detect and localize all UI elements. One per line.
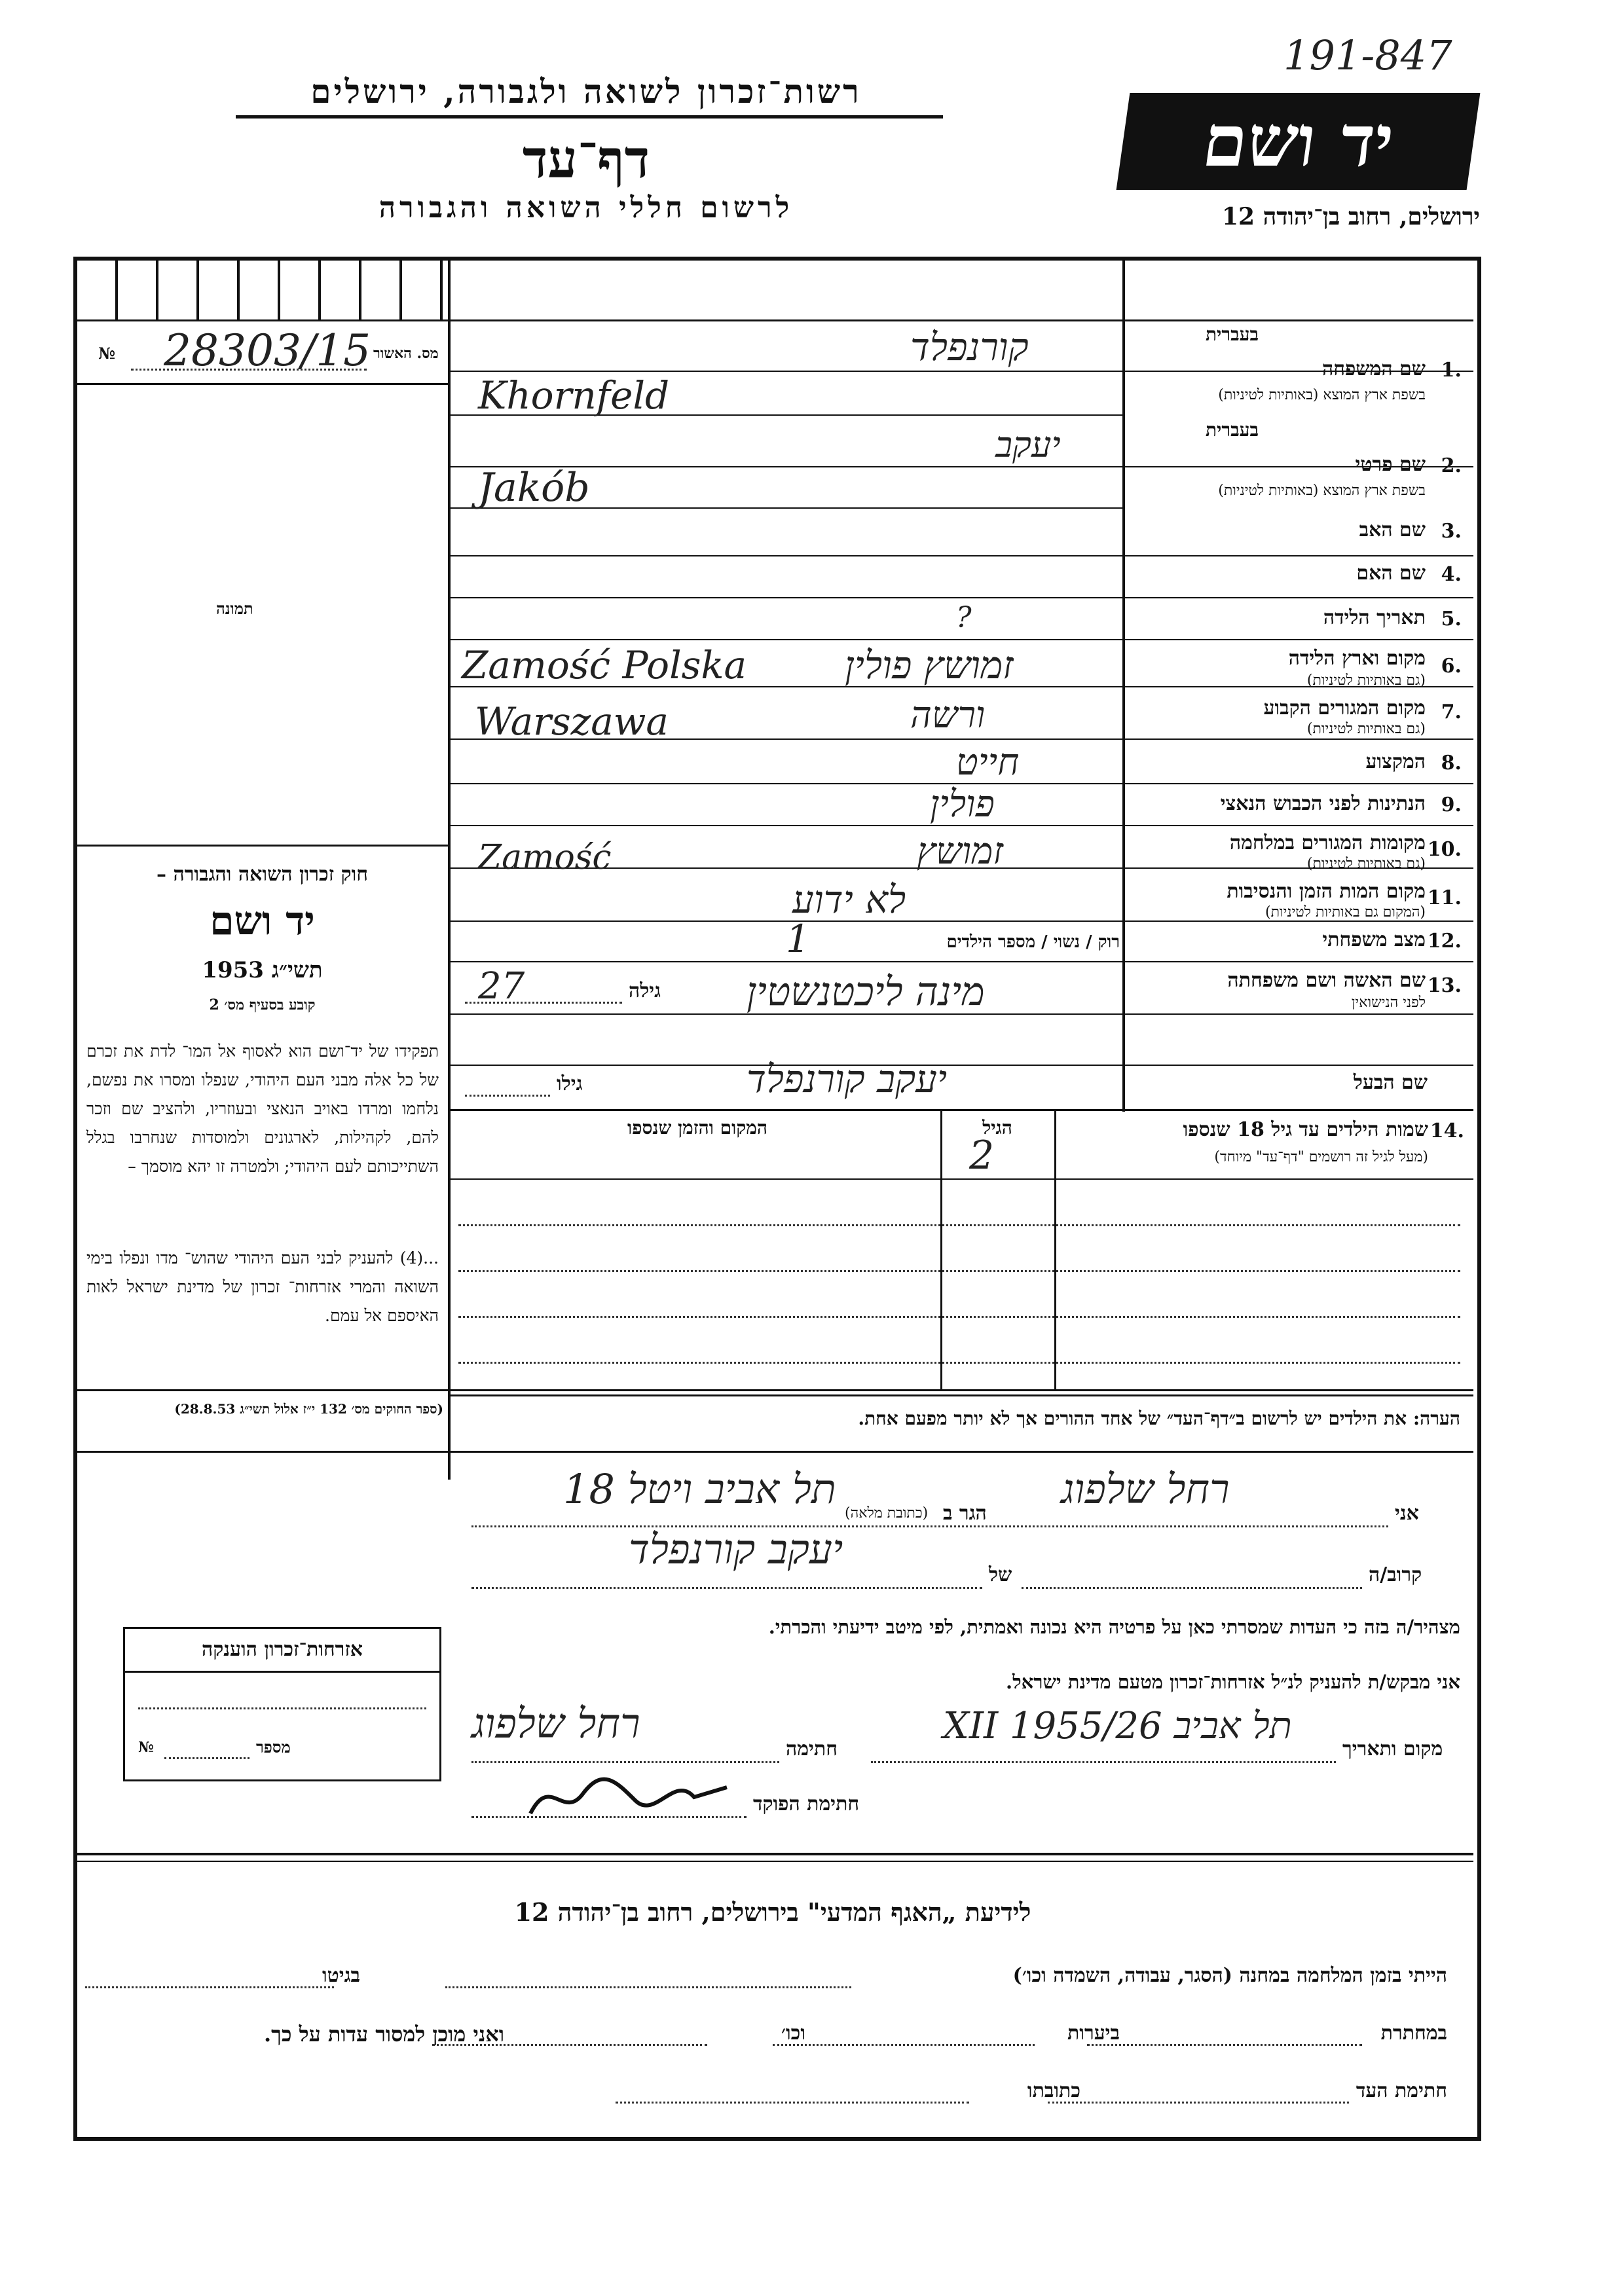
field-sublabel: לפני הנישואין [1351,994,1426,1011]
child-row-1-age[interactable]: 2 [969,1133,995,1178]
field-label: מצב משפחתי [1322,928,1426,951]
logo-address: ירושלים, רחוב בן־יהודה 12 [1221,203,1480,230]
children-label: שמות הילדים עד גיל 18 שנספו [1183,1118,1428,1141]
citizenship-box-symbol: № [138,1739,154,1756]
record-number: 28303/15 [164,325,371,376]
children-header [1060,1117,1464,1176]
declarant-name-value[interactable]: רחל שלפוג [1061,1465,1230,1513]
research-title: לידיעת „האגף המדעי" בירושלים, רחוב בן־יהודה 12 [514,1897,1031,1927]
field-number: 7. [1441,701,1462,723]
field-hint: בעברית [1205,419,1259,441]
birth-place-hebrew-value[interactable]: זמושץ פולין [845,643,1014,687]
field-label: המקצוע [1365,750,1426,773]
signature-value[interactable]: רחל שלפוג [471,1700,640,1747]
citizenship-box-number-label: מספר [256,1738,291,1757]
wartime-residence-latin-value[interactable]: Zamość [478,838,612,877]
marital-status-options: רוק / נשוי / מספר הילדים [946,932,1120,952]
declaration-statement: מצהיר/ה בזה כי העדות שמסרתי כאן על פרטיה היא נכונה ואמתית, לפי מיטב ידיעתי והכרתי. [768,1616,1460,1638]
declarant-label: אני [1395,1502,1419,1525]
field-number: 2. [1441,454,1462,477]
record-label: מס. האשור [373,345,439,362]
field-label: מקום המות הזמן והנסיבות [1227,880,1426,903]
yad-vashem-logo: יד ושם [1116,93,1481,190]
field-number: 3. [1441,520,1462,543]
field-mother-name [1128,560,1462,593]
witness-address-label: כתובתו [1027,2079,1080,2102]
field-label: הנתינות לפני הכבוש הנאצי [1220,792,1426,815]
field-number: 10. [1427,838,1462,861]
field-label: מקום המגורים הקבוע [1263,697,1426,720]
field-surname [1128,323,1462,415]
field-number: 6. [1441,655,1462,678]
field-sublabel: בשפת ארץ המוצא (באותיות לטיניות) [1218,387,1426,403]
field-number: 5. [1441,608,1462,630]
form-title: דף־עד [522,128,650,190]
address-hint: (כתובת מלאה) [845,1505,929,1522]
research-underground-label: במחתרת [1380,2022,1447,2045]
law-name: יד ושם [210,898,315,944]
place-date-value[interactable]: תל אביב 26/XII 1955 [943,1705,1292,1747]
relative-label: קרוב/ה [1369,1563,1422,1586]
field-number: 13. [1427,974,1462,997]
field-death-place [1128,877,1462,923]
field-label: מקומות המגורים במלחמה [1229,831,1426,854]
profession-value[interactable]: חייט [956,741,1020,784]
signature-label: חתימה [786,1738,838,1760]
resides-label: הגר ב [943,1502,987,1525]
field-first-name [1128,419,1462,511]
field-sublabel: (המקום גם באותיות לטיניות) [1265,904,1426,920]
law-year: תשי״ג 1953 [202,957,323,983]
field-label: שם המשפחה [1321,357,1426,380]
field-wartime-residence [1128,831,1462,871]
field-wife-name [1128,968,1462,1013]
research-ghetto-label: בגיטו [322,1964,360,1987]
surname-hebrew-value[interactable]: קורנפלד [910,325,1029,369]
research-camp-label: הייתי בזמן המלחמה במחנה (הסגר, עבודה, השמדה וכו׳) [1012,1964,1447,1987]
officer-signature-scribble [524,1761,733,1829]
field-residence [1128,694,1462,740]
archive-number: 191-847 [1283,31,1452,79]
field-sublabel: (גם באותיות לטיניות) [1306,721,1426,737]
form-subtitle: לרשום חללי השואה והגבורה [378,191,794,225]
surname-latin-value[interactable]: Khornfeld [478,373,670,418]
wife-name-value[interactable]: מינה ליכטנשטין [747,969,985,1015]
declarant-address-value[interactable]: תל אביב ויטל 18 [563,1465,836,1513]
field-hint: בעברית [1205,323,1259,345]
first-name-hebrew-value[interactable]: יעקב [995,424,1061,465]
research-willing-label: ואני מוכן למסור עדות על כך. [263,2022,504,2047]
wife-age-label: גילה [629,979,661,1002]
wartime-residence-hebrew-value[interactable]: זמושץ [917,830,1003,873]
declaration-request: אני מבקש/ת להעניק לנ״ל אזרחות־זכרון מטעם מדינת ישראל. [1006,1671,1460,1693]
children-note: הערה: את הילדים יש לרשום ב״דף־העד״ של אחד ההורים אך לא יותר מפעם אחת. [858,1408,1460,1429]
field-number: 8. [1441,752,1462,774]
field-father-name [1128,517,1462,550]
citizenship-value[interactable]: פולין [930,783,995,826]
first-name-latin-value[interactable]: Jakób [478,465,590,511]
field-sublabel: בשפת ארץ המוצא (באותיות לטיניות) [1218,483,1426,499]
children-place-header: המקום והזמן שנספו [627,1117,767,1139]
code-boxes [77,261,448,319]
research-forests-label: ביערות [1067,2022,1120,2045]
children-sublabel: (מעל לגיל זה רושמים "דף־עד" מיוחד) [1214,1149,1428,1165]
research-etc-label: וכו׳ [781,2022,805,2045]
children-count-value[interactable]: 1 [786,917,810,961]
children-age-header: הגיל [982,1117,1012,1139]
law-text-2: ...(4) להעניק לבני העם היהודי שהוש־ מדו ונפלו בימי השואה והמרי אזרחות־ זכרון של מדינת ישראל לאות האיספם אל עמם. [86,1248,439,1325]
record-symbol: № [98,344,116,363]
officer-signature-label: חתימת הפוקד [753,1793,860,1815]
field-label: שם האם [1356,562,1426,585]
field-marital-status [1128,926,1462,958]
husband-name-value[interactable]: יעקב קורנפלד [747,1057,948,1101]
birth-date-value[interactable]: ? [956,601,972,634]
record-number-row [85,325,442,383]
field-citizenship [1128,790,1462,822]
relative-of-label: של [989,1563,1012,1586]
field-number: 14. [1430,1120,1464,1142]
field-profession [1128,746,1462,779]
field-number: 1. [1441,359,1462,382]
birth-place-latin-value[interactable]: Zamość Polska [462,643,747,687]
law-section: קובע בסעיף מס׳ 2 [209,996,316,1013]
place-date-label: מקום ותאריך [1342,1738,1443,1760]
field-label: מקום וארץ הלידה [1288,647,1426,670]
husband-label: שם הבעל [1353,1071,1428,1094]
field-sublabel: (גם באותיות לטיניות) [1306,856,1426,872]
residence-hebrew-value[interactable]: ורשה [910,694,986,737]
witness-signature-label: חתימת העד [1356,2079,1447,2102]
wife-age-value[interactable]: 27 [478,965,525,1008]
field-birth-place [1128,644,1462,697]
field-number: 11. [1427,886,1462,909]
field-number: 9. [1441,793,1462,816]
field-birth-date [1128,604,1462,636]
authority-title: רשות־זכרון לשואה ולגבורה, ירושלים [310,72,862,111]
field-label: שם פרטי [1355,453,1426,476]
residence-latin-value[interactable]: Warszawa [475,699,669,744]
relative-of-value[interactable]: יעקב קורנפלד [629,1525,843,1573]
death-place-value[interactable]: לא ידוע [792,877,906,922]
law-text-1: תפקידו של יד־ושם הוא לאסוף אל המו־ לדת את זכרם של כל אלה מבני העם היהודי, שנפלו ומסרו את נפשם, נלחמו ומרדו באויב הנאצי ובעוזריו, ולהציב שם וזכר להם, לקהילות, לארגונים ולמוסדות שנחרבו בגלל השתייכותם לעם היהודי; ולמטרה זו יהא מוסמך – [86,1042,439,1176]
field-label: שם האשה ושם משפחתה [1227,969,1426,992]
photo-label: תמונה [216,599,253,618]
field-label: תאריך הלידה [1323,606,1426,629]
citizenship-box-title: אזרחות־זכרון הוענקה [201,1638,363,1661]
field-number: 12. [1427,930,1462,953]
law-title: חוק זכרון השואה והגבורה – [157,863,368,886]
field-number: 4. [1441,563,1462,586]
citizenship-box [123,1627,441,1781]
field-sublabel: (גם באותיות לטיניות) [1306,672,1426,689]
field-label: שם האב [1359,519,1426,541]
husband-age-label: גילו [557,1072,583,1095]
law-source: (ספר החוקים מס׳ 132 י״ז אלול תשי״ג 28.8.53) [174,1401,443,1417]
